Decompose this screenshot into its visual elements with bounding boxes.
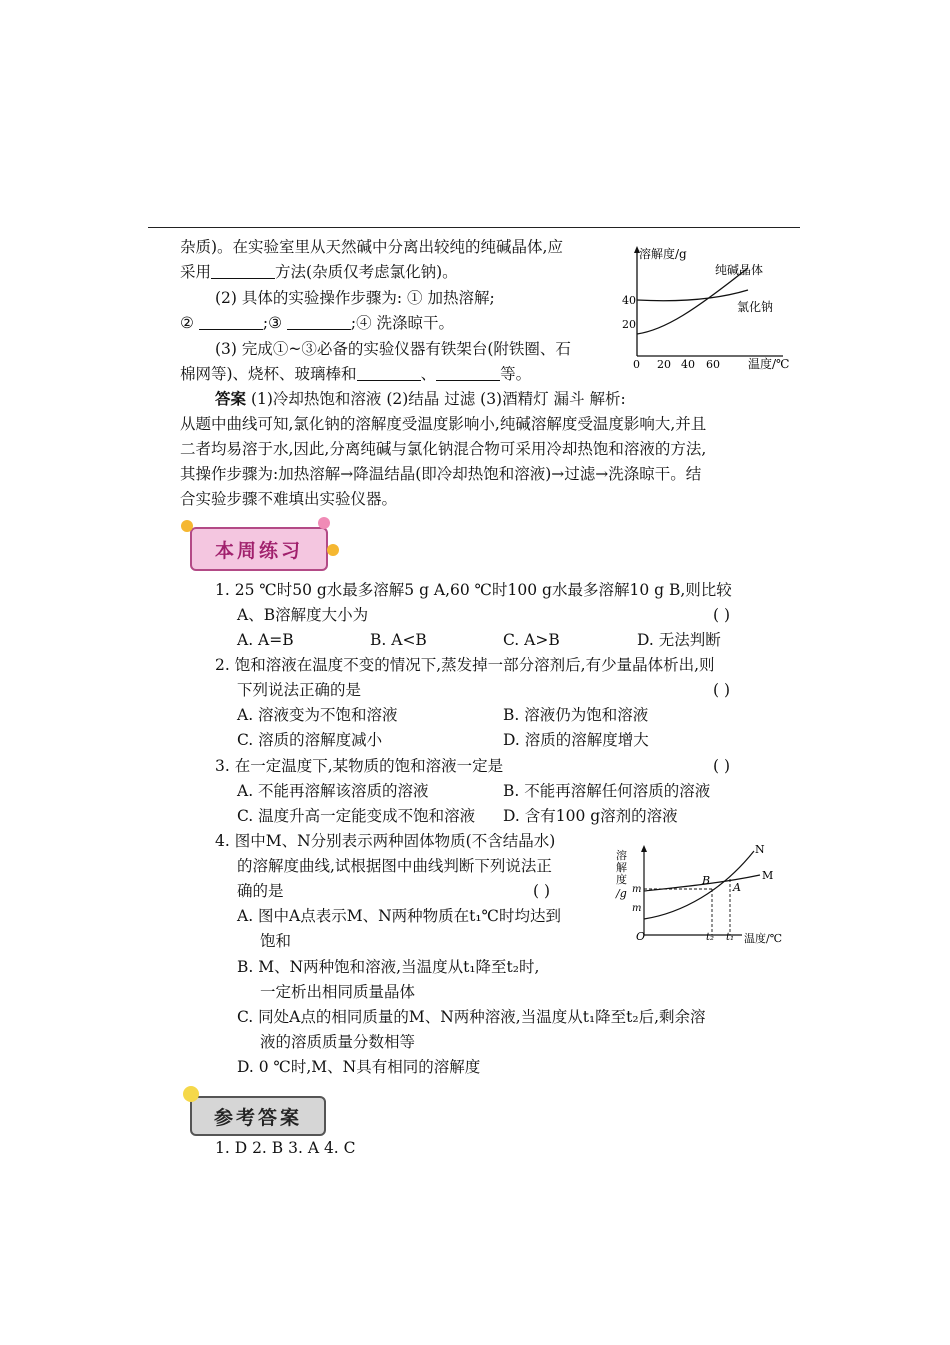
option: A. A=B [237,631,294,649]
option: A. 溶液变为不饱和溶液 [237,706,398,724]
flower-decoration [181,520,193,532]
text-line: A、B溶解度大小为 [237,606,369,624]
series-line-nacl [637,290,748,301]
text-fragment: ② [180,314,194,332]
text-line: 的溶解度曲线,试根据图中曲线判断下列说法正 [237,857,552,875]
text-fragment: 方法(杂质仅考虑氯化钠)。 [275,263,458,281]
option: D. 0 ℃时,M、N具有相同的溶解度 [237,1058,481,1076]
fill-blank [287,315,351,330]
option-continued: 液的溶质质量分数相等 [260,1033,416,1051]
answer-paren: ( ) [713,757,731,775]
text-fragment: 采用 [180,263,212,281]
answers-line: 1. D 2. B 3. A 4. C [215,1139,356,1157]
text-line: 3. 在一定温度下,某物质的饱和溶液一定是 [215,757,504,775]
option: C. 温度升高一定能变成不饱和溶液 [237,807,476,825]
x-tick-label: 20 [657,358,671,370]
text-fragment: (1)冷却热饱和溶液 (2)结晶 过滤 (3)酒精灯 漏斗 解析: [250,390,626,408]
text-line: 合实验步骤不难填出实验仪器。 [180,490,398,508]
fill-blank [436,366,500,381]
point-label-a: A [733,881,741,894]
top-rule [148,227,800,228]
y-tick-label: 20 [622,318,636,331]
tick-label-t1: t₁ [726,932,735,943]
fill-blank [199,315,263,330]
section-banner-answers: 参考答案 [190,1096,326,1136]
option: A. 图中A点表示M、N两种物质在t₁℃时均达到 [237,907,561,925]
text-line: 4. 图中M、N分别表示两种固体物质(不含结晶水) [215,832,556,850]
option: C. 溶质的溶解度减小 [237,731,383,749]
text-fragment: ;③ [262,314,282,332]
tick-label-m: m [632,884,642,895]
option-continued: 饱和 [260,932,292,950]
answer-label: 答案 [215,389,247,408]
text-line: 确的是 [237,882,284,900]
answer-paren: ( ) [713,606,731,624]
y-tick-label: 40 [622,294,636,307]
flower-decoration [327,544,339,556]
option: C. A>B [503,631,560,649]
text-fragment: 、 [420,365,437,383]
series-label: 纯碱晶体 [715,263,764,277]
point-label-b: B [702,874,711,887]
option: C. 同处A点的相同质量的M、N两种溶液,当温度从t₁降至t₂后,剩余溶 [237,1008,706,1026]
answer-paren: ( ) [533,882,551,900]
option: D. 含有100 g溶剂的溶液 [503,807,678,825]
text-line: 2. 饱和溶液在温度不变的情况下,蒸发掉一部分溶剂后,有少量晶体析出,则 [215,656,715,674]
option: B. A<B [370,631,427,649]
x-axis-label: 温度/℃ [748,357,790,370]
answer-paren: ( ) [713,681,731,699]
curve-label-m: M [762,869,774,882]
y-axis-label: 解 [616,861,627,874]
y-axis-arrow [641,845,647,852]
curve-label-n: N [755,843,765,856]
solubility-chart [615,244,800,370]
origin-label: O [636,930,646,943]
smiley-decoration [183,1086,199,1102]
text-line: 二者均易溶于水,因此,分离纯碱与氯化钠混合物可采用冷却热饱和溶液的方法, [180,440,707,458]
y-axis-label: 度 [616,873,627,886]
text-fragment: 等。 [500,365,532,383]
y-axis-label: 溶解度/g [639,247,687,261]
text-line [180,313,454,333]
section-banner-practice: 本周练习 [190,527,328,571]
flower-decoration [318,517,330,529]
text-line: (2) 具体的实验操作步骤为: ① 加热溶解; [215,289,495,307]
tick-label-m: m [632,903,642,914]
option-continued: 一定析出相同质量晶体 [260,983,416,1001]
option: B. 溶液仍为饱和溶液 [503,706,649,724]
x-tick-label: 60 [706,358,720,370]
text-fragment: ;④ 洗涤晾干。 [350,314,455,332]
text-line [180,364,531,384]
fill-blank [357,366,421,381]
text-line: 从题中曲线可知,氯化钠的溶解度受温度影响小,纯碱溶解度受温度影响大,并且 [180,415,707,433]
option: B. 不能再溶解任何溶质的溶液 [503,782,711,800]
option: B. M、N两种饱和溶液,当温度从t₁降至t₂时, [237,958,540,976]
fill-blank [211,264,275,279]
text-line: 下列说法正确的是 [237,681,362,699]
text-fragment: 棉网等)、烧杯、玻璃棒和 [180,365,357,383]
x-tick-label: 40 [681,358,695,370]
x-axis-label: 温度/℃ [744,932,783,945]
y-axis-label: /g [616,887,627,900]
text-line: 1. 25 ℃时50 g水最多溶解5 g A,60 ℃时100 g水最多溶解10 g B,则比较 [215,581,732,599]
mn-solubility-chart [612,843,792,947]
text-line: 其操作步骤为:加热溶解→降温结晶(即冷却热饱和溶液)→过滤→洗涤晾干。结 [180,465,702,483]
option: A. 不能再溶解该溶质的溶液 [237,782,429,800]
text-line [215,389,626,409]
x-tick-label: 0 [633,358,640,370]
option: D. 无法判断 [637,631,721,649]
text-line [180,262,458,282]
tick-label-t2: t₂ [706,932,715,943]
option: D. 溶质的溶解度增大 [503,731,649,749]
text-line: (3) 完成①~③必备的实验仪器有铁架台(附铁圈、石 [215,340,571,358]
text-line: 杂质)。在实验室里从天然碱中分离出较纯的纯碱晶体,应 [180,238,563,256]
y-axis-label: 溶 [616,849,627,862]
series-label: 氯化钠 [737,300,774,314]
